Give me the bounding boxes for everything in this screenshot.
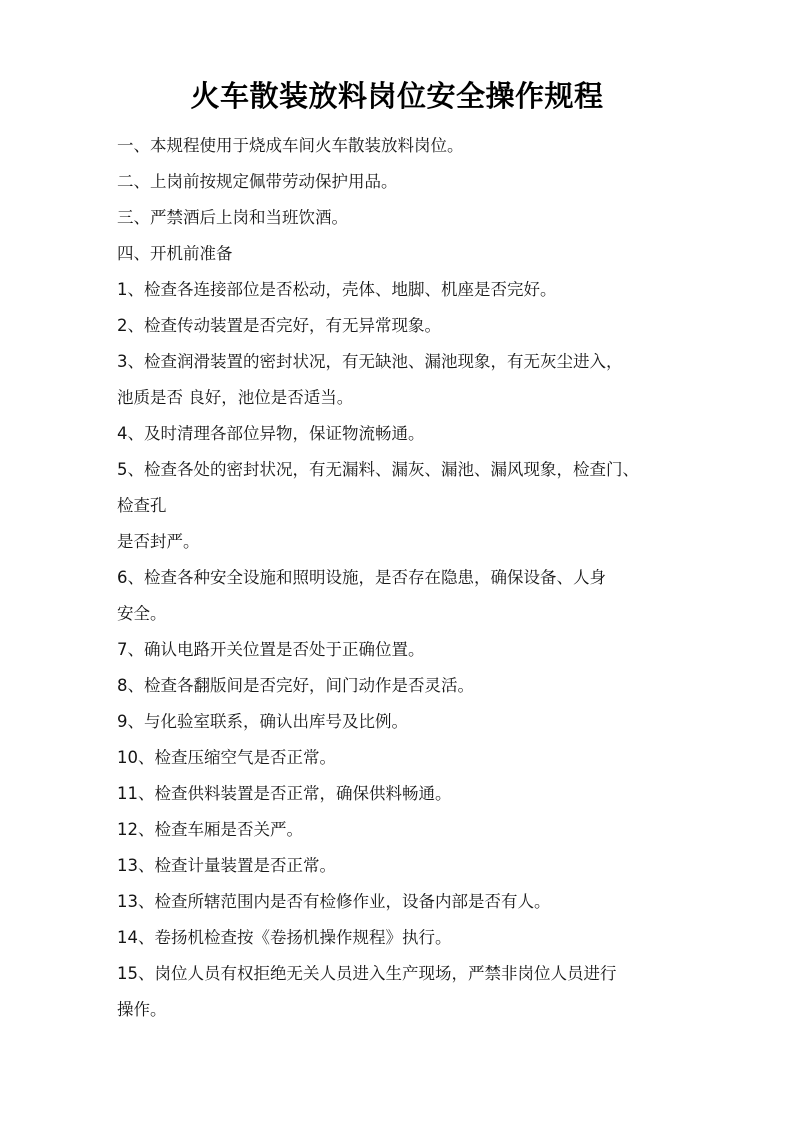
body-line-19: 11、检查供料装置是否正常，确保供料畅通。: [117, 784, 452, 803]
body-line-4: 四、开机前准备: [117, 244, 233, 263]
body-line-17: 9、与化验室联系，确认出库号及比例。: [117, 712, 408, 731]
body-line-8: 池质是否 良好，池位是否适当。: [117, 388, 354, 407]
body-line-2: 二、上岗前按规定佩带劳动保护用品。: [117, 172, 398, 191]
body-line-20: 12、检查车厢是否关严。: [117, 820, 303, 839]
body-line-9: 4、及时清理各部位异物，保证物流畅通。: [117, 424, 425, 443]
body-line-6: 2、检查传动装置是否完好，有无异常现象。: [117, 316, 441, 335]
body-line-22: 13、检查所辖范围内是否有检修作业，设备内部是否有人。: [117, 892, 551, 911]
body-line-16: 8、检查各翻版间是否完好，间门动作是否灵活。: [117, 676, 474, 695]
body-line-12: 是否封严。: [117, 532, 200, 551]
body-line-25: 操作。: [117, 1000, 167, 1019]
body-line-21: 13、检查计量装置是否正常。: [117, 856, 336, 875]
body-line-7: 3、检查润滑装置的密封状况，有无缺池、漏池现象，有无灰尘进入，: [117, 352, 623, 371]
body-line-3: 三、严禁酒后上岗和当班饮酒。: [117, 208, 348, 227]
body-line-5: 1、检查各连接部位是否松动，壳体、地脚、机座是否完好。: [117, 280, 557, 299]
body-line-11: 检查孔: [117, 496, 167, 515]
body-line-14: 安全。: [117, 604, 167, 623]
body-line-24: 15、岗位人员有权拒绝无关人员进入生产现场，严禁非岗位人员进行: [117, 964, 617, 983]
body-line-13: 6、检查各种安全设施和照明设施，是否存在隐患，确保设备、人身: [117, 568, 606, 587]
body-line-18: 10、检查压缩空气是否正常。: [117, 748, 336, 767]
body-line-10: 5、检查各处的密封状况，有无漏料、漏灰、漏池、漏风现象，检查门、: [117, 460, 639, 479]
document-body: [117, 128, 697, 1028]
body-line-15: 7、确认电路开关位置是否处于正确位置。: [117, 640, 425, 659]
body-line-1: 一、本规程使用于烧成车间火车散装放料岗位。: [117, 136, 464, 155]
document-title: 火车散装放料岗位安全操作规程: [190, 79, 604, 113]
body-line-23: 14、卷扬机检查按《卷扬机操作规程》执行。: [117, 928, 452, 947]
